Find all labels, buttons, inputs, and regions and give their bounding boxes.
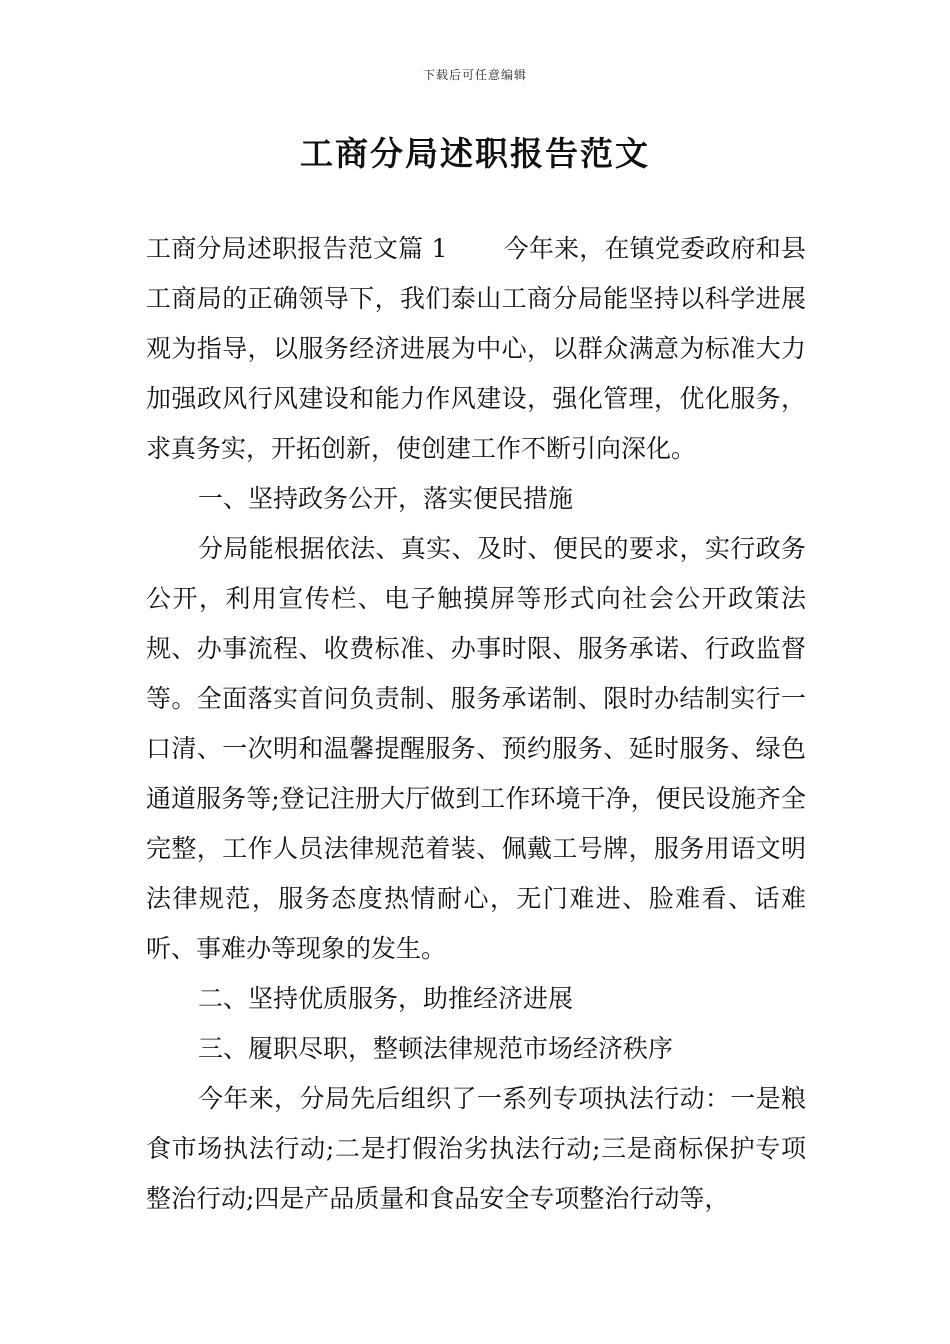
section-heading-1: 一、坚持政务公开，落实便民措施: [198, 484, 574, 513]
section-heading-3: 三、履职尽职，整顿法律规范市场经济秩序: [198, 1034, 674, 1063]
document-title: 工商分局述职报告范文: [300, 134, 650, 173]
paragraph-intro: [146, 224, 806, 474]
section-heading-2: 二、坚持优质服务，助推经济进展: [198, 984, 574, 1013]
paragraph-text: 今年来，在镇党委政府和县工商局的正确领导下，我们泰山工商分局能坚持以科学进展观为指导，以服务经济进展为中心，以群众满意为标准大力加强政风行风建设和能力作风建设，强化管理，优化服务，求真务实，开拓创新，使创建工作不断引向深化。: [146, 234, 806, 463]
header-note: 下载后可任意编辑: [422, 68, 527, 82]
document-body: [146, 224, 806, 1224]
section-heading-inline: 工商分局述职报告范文篇 1: [146, 234, 448, 263]
paragraph: 今年来，分局先后组织了一系列专项执法行动：一是粮食市场执法行动;二是打假治劣执法行动;三是商标保护专项整治行动;四是产品质量和食品安全专项整治行动等，: [146, 1084, 806, 1213]
paragraph: 分局能根据依法、真实、及时、便民的要求，实行政务公开，利用宣传栏、电子触摸屏等形式向社会公开政策法规、办事流程、收费标准、办事时限、服务承诺、行政监督等。全面落实首问负责制、服务承诺制、限时办结制实行一口清、一次明和温馨提醒服务、预约服务、延时服务、绿色通道服务等;登记注册大厅做到工作环境干净，便民设施齐全完整，工作人员法律规范着装、佩戴工号牌，服务用语文明法律规范，服务态度热情耐心，无门难进、脸难看、话难听、事难办等现象的发生。: [146, 534, 806, 963]
